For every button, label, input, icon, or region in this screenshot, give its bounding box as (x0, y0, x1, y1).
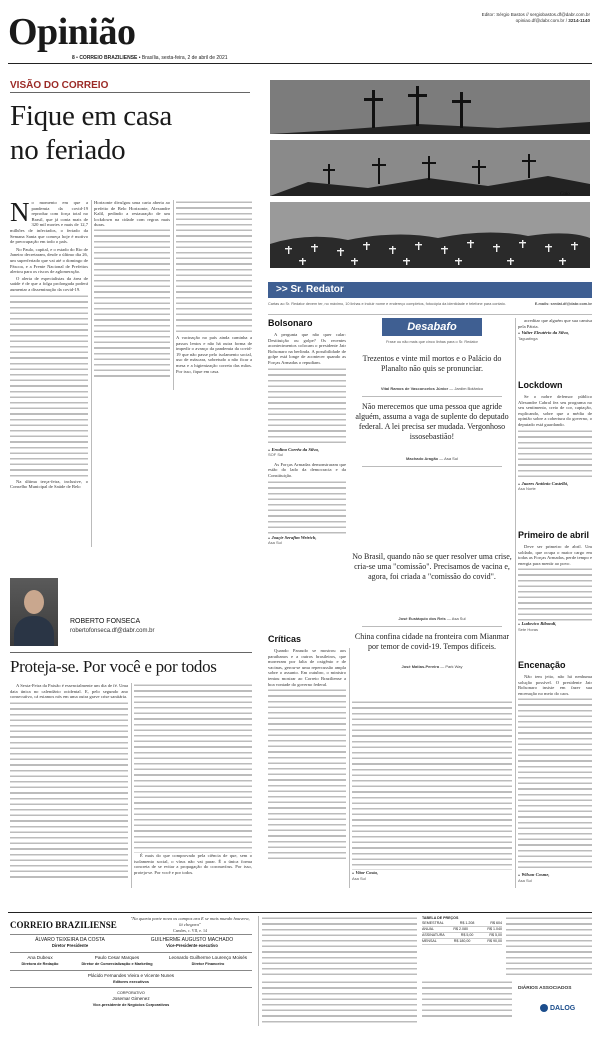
letter-criticas-place: Asa Sul (352, 875, 366, 881)
letter-bolsonaro-text: A pergunta que não quer calar: Destituição ou golpe? Os recentes acontecimentos colocam o presidente Jair Bolsonaro na berlinda. A possibilidade de golpe está longe de acontecer quando as Forças Armadas o repudiam. (268, 332, 346, 365)
cartoon-panel-2 (270, 140, 590, 196)
letter-bolsonaro (268, 332, 346, 627)
editor-label: Editor: (481, 12, 495, 17)
footer-motto-text: "Na quarta parte nova os campos ara E se mais mundo houvera, lá chegara" (130, 916, 250, 927)
dateline: Brasília, sexta-feira, 2 de abril de 2021 (141, 55, 228, 61)
letter-right-top-signature: » Valter Eleutério da Silva, (518, 330, 569, 336)
desabafo-subtitle: Frase ou não mais que cinco linhas para o Sr. Redator (386, 340, 478, 344)
price-cell: R$ 180,00 (453, 939, 471, 943)
sr-redator-note-text: Cartas ao Sr. Redator devem ter, no máximo, 10 linhas e incluir nome e endereço completos, fotocópia da identidade e telefone para contato. (268, 302, 506, 306)
footer-director-2-name: GUILHERME AUGUSTO MACHADO (150, 937, 234, 943)
letter-heading-bolsonaro: Bolsonaro (268, 318, 313, 328)
letter-criticas-body (268, 688, 346, 860)
col-divider (173, 200, 174, 390)
letter-bolsonaro-place-2: Asa Sul (268, 540, 282, 546)
letter-bolsonaro-signature-1: » Erodino Corrêa da Silva, (268, 446, 319, 452)
column-text-1: A Sexta-Feira da Paixão é essencialmente um dia de fé. Uma data única no calendário ocidental. E, pelo segundo ano consecutivo, cá estamos nós em uma outra grave crise sanitária. (10, 683, 128, 700)
column-text-2: É mais do que comprovado pela ciência de que, sem o isolamento social, o vírus não vai parar. É a única forma concreta de se evitar a propagação do coronavírus. Por isso, proteja-se. Por você e por todos. (134, 853, 252, 875)
footer-address-body (422, 980, 512, 1020)
paper-name: CORREIO BRAZILIENSE (79, 55, 138, 61)
letter-right-top-place: Taguatinga (518, 335, 538, 341)
editorial-lead: o momento em que a pandemia da covid-19 reproduz com força total no Brasil, que já conta mais de 320 mil mortes e mais de 12,7 milhões de infectados, o feriado da Semana Santa que começa hoje é motivo de preocupação em todo o país. (10, 200, 88, 245)
desabafo-author-1: Vital Ramos de Vasconcelos Júnior — Jardim Botânico (380, 386, 484, 391)
letter-heading-criticas: Críticas (268, 634, 302, 644)
desabafo-title: Desabafo (382, 318, 482, 336)
price-cell: R$ 1.040 (487, 927, 502, 931)
editorial-col-2-body (94, 228, 170, 378)
footer-staff-3-role: Diretor Financeiro (191, 962, 225, 966)
footer-divider (10, 952, 252, 953)
dalog-logo (540, 1004, 575, 1012)
footer-divider (10, 934, 252, 935)
column-col-2-body (134, 683, 252, 853)
letter-bolsonaro-body-2 (268, 480, 346, 535)
sr-redator-email[interactable]: E-mails: sredat.df@dabr.com.br (534, 302, 592, 306)
desabafo-author-1-place: Jardim Botânico (454, 386, 484, 391)
desabafo-quote-2: Não merecemos que uma pessoa que agride alguém, assuma a vaga de suplente do deputado federal. A lei precisa ser mudada. Vergonhoso issosebastião! (355, 402, 509, 441)
editor-name: Sérgio Bastos (496, 12, 525, 17)
column-rule (10, 652, 252, 653)
desabafo-author-2: Machado Aragão — Asa Sul (406, 456, 458, 461)
author-avatar (10, 578, 58, 646)
footer-staff-3 (164, 955, 252, 967)
letter-bolsonaro-text-2: As Forças Armadas demonstraram que estão do lado da democracia e da Constituição. (268, 461, 346, 478)
desabafo-author-2-place: Asa Sul (444, 456, 458, 461)
editorial-col-2 (94, 200, 170, 390)
letter-bolsonaro-body (268, 367, 346, 447)
sr-redator-note (268, 302, 592, 307)
editorial-col-3-text: A vacinação no país ainda caminha a passos lentos e não há outra forma de impedir o avanço da pandemia da covid-19 que não passe pelo isolamento social, uso de máscara, sobretudo a não ficar a mesa e a higienização correta das mãos. Por isso, fique em casa. (176, 335, 252, 374)
price-rows (422, 921, 502, 945)
footer-corp-name: Josemar Gimenez (112, 996, 150, 1001)
footer-staff-1-name: Ana Dubeux (27, 955, 53, 960)
footer-imprint (262, 916, 417, 976)
price-cell: R$ 5,00 (460, 933, 474, 937)
footer-staff-1 (10, 955, 70, 967)
col-divider (91, 200, 92, 547)
footer-imprint-body (262, 916, 417, 976)
col-divider (349, 648, 350, 888)
cartoon-panel-1 (270, 80, 590, 134)
editorial-col-3 (176, 200, 252, 390)
letter-heading-encenacao: Encenação (518, 660, 566, 670)
footer-corp-role: Vice-presidente de Negócios Corporativos (92, 1003, 170, 1007)
editorial-col-1-p2: No Paulo, capital, e o estado do Rio de Janeiro decretaram, desde o último dia 26, um superferiado que vai até o domingo de Páscoa, e a Frente Nacional de Prefeitos alertou para os riscos de aglomeração. (10, 246, 88, 275)
desabafo-author-4-place: Park Way (445, 664, 463, 669)
letter-primeiro-body (518, 567, 592, 621)
price-cell: R$ 1.208 (459, 921, 475, 925)
letter-encenacao-text: Não tem jeito, não há nenhuma solução possível. O presidente Jair Bolsonaro insiste em fazer sua encenação no meio do caos. (518, 674, 592, 696)
footer-director-2 (132, 937, 252, 949)
letter-bolsonaro-signature-2: » Joaçir Serafim Weirich, (268, 534, 317, 540)
desabafo-author-2-name: Machado Aragão (406, 456, 439, 461)
footer-director-1-name: ÁLVARO TEIXEIRA DA COSTA (35, 937, 105, 943)
letter-lockdown-signature: » Juares Antônio Castellá, (518, 480, 569, 486)
desabafo-author-4: José Matias-Pereira — Park Way (401, 664, 463, 669)
avatar-head (24, 590, 44, 614)
author-email[interactable]: robertofonseca.df@dabr.com.br (70, 628, 155, 634)
cartoon-drawing (268, 72, 592, 272)
section-title: Opinião (8, 11, 136, 53)
price-cell: SEMESTRAL (422, 921, 444, 925)
editorial-kicker: VISÃO DO CORREIO (10, 80, 109, 91)
column-title: Proteja-se. Por você e por todos (10, 657, 217, 676)
price-cell: R$ 5,00 (489, 933, 502, 937)
footer-info (506, 916, 592, 976)
footer-staff-2-role: Diretor de Comercialização e Marketing (81, 962, 153, 966)
editor-box: Editor: Sérgio Bastos // sergiobastos.df@dabr.com.br opiniao.df@dabr.com.br / 3214-1140 (481, 12, 590, 23)
desabafo-quote-3: No Brasil, quando não se quer resolver uma crise, cria-se uma "comissão". Precisamos de vacina e, agora, foi criada a "comissão do covid". (352, 552, 512, 581)
desabafo-divider (362, 466, 502, 467)
sr-redator-banner (268, 282, 592, 298)
footer-director-1 (10, 937, 130, 949)
footer-address (422, 980, 512, 1020)
letter-encenacao-body (518, 697, 592, 872)
editorial-col-1 (10, 197, 88, 547)
desabafo-quote-4: China confina cidade na fronteira com Mianmar por temor de covid-19. Tempos difíceis. (354, 632, 510, 651)
letter-lockdown-text: Se o nobre defensor público Alexandre Cabral fez seu programa no seu sentimento, creio de cor, captação, explicando, sobre que a média de opinião sobre a cobertura do governo, o deputado está guardando. (518, 394, 592, 427)
desabafo-box (352, 318, 512, 696)
editor-email-2[interactable]: opiniao.df@dabr.com.br (515, 18, 565, 23)
letter-primeiro (518, 544, 592, 654)
price-table-title: TABELA DE PREÇOS (422, 916, 459, 920)
desabafo-divider (362, 396, 502, 397)
letter-lockdown-body (518, 429, 592, 481)
cartoon-signature: Caio (560, 192, 570, 197)
letter-criticas-cont (352, 700, 512, 888)
dalog-logo-text: DALOG (549, 1004, 576, 1012)
footer-staff-2-name: Paulo Cesar Marques (94, 955, 140, 960)
cartoon-panel-3 (270, 202, 590, 268)
editorial-dropcap: N (10, 197, 30, 227)
footer-rule (8, 912, 592, 913)
price-cell: R$ 2.080 (453, 927, 468, 931)
letter-lockdown (518, 394, 592, 518)
cartoon (268, 72, 592, 272)
letter-primeiro-text: Deve ser primeiro de abril. Um soldado, que ocupa o maior cargo em todas as Forças Armadas, perde tempo e energia para mentir ao povo. (518, 544, 592, 566)
footer-divider (10, 970, 252, 971)
footer-staff-2 (72, 955, 162, 967)
footer-info-body (506, 916, 592, 976)
col-divider (515, 318, 516, 888)
desabafo-author-3-name: José Eustáquio dos Reis (398, 616, 446, 621)
price-cell: ASSINATURA (422, 933, 445, 937)
desabafo-divider (362, 626, 502, 627)
column-col-1-body (10, 701, 128, 881)
editorial-title (10, 99, 172, 167)
footer-editors-names: Plácido Fernandes Vieira e Vicente Nunes (87, 973, 175, 978)
sr-redator-rule (268, 314, 592, 315)
letter-right-top (518, 318, 592, 368)
footer-imprint-2 (262, 980, 417, 1024)
footer-imprint-body (262, 980, 417, 1024)
desabafo-author-3: José Eustáquio dos Reis — Asa Sul (398, 616, 466, 621)
desabafo-author-1-name: Vital Ramos de Vasconcelos Júnior (380, 386, 449, 391)
letter-primeiro-place: Sete Horas (518, 626, 539, 632)
letter-primeiro-signature: » Ludovico Ribondi, (518, 621, 557, 627)
letter-encenacao-place: Asa Sul (518, 877, 532, 883)
footer-motto (130, 916, 250, 934)
price-cell: R$ 604 (490, 921, 502, 925)
letter-criticas-text: Quando Paraudo se mostrou aos paraibanos e a outros brasileiros, que morreram por falta de oxigênio e de vacinas, gerou-se uma repercussão ampla sobre o assunto. Em outubro, o ministro tentou mostrar ao Correio Braziliense a boa vontade do governo federal. (268, 648, 346, 687)
footer-director-1-role: Diretor Presidente (51, 943, 89, 948)
editorial-title-line-2: no feriado (10, 134, 126, 166)
column-col-2 (134, 683, 252, 888)
editorial-col-3-body (176, 200, 252, 335)
col-divider (131, 683, 132, 888)
letter-heading-lockdown: Lockdown (518, 380, 563, 390)
footer-director-2-role: Vice-Presidente executivo (166, 943, 218, 948)
price-table (422, 916, 502, 945)
editorial-col-1-p3: O alerta de especialistas da área de saúde é de que a folga prolongada poderá aumentar a disseminação da covid-19. (10, 275, 88, 292)
letter-heading-primeiro: Primeiro de abril (518, 530, 590, 540)
letter-encenacao-signature: » Wilson Cosme, (518, 872, 550, 878)
footer-staff-3-name: Leonardo Guilherme Lourenço Moisés (168, 955, 248, 960)
footer-editors (10, 973, 252, 985)
desabafo-author-4-name: José Matias-Pereira (401, 664, 440, 669)
page-number: 8 (72, 55, 75, 61)
letter-lockdown-place: Asa Norte (518, 486, 536, 492)
letter-encenacao (518, 674, 592, 888)
author-name: ROBERTO FONSECA (70, 618, 141, 625)
desabafo-author-3-place: Asa Sul (451, 616, 466, 621)
avatar-body (14, 616, 54, 646)
dalog-icon (540, 1004, 548, 1012)
footer-editors-role: Editores executivos (113, 980, 149, 984)
header-rule (8, 63, 592, 64)
col-divider (258, 916, 259, 1026)
letter-criticas-signature: » Vitor Costa, (352, 870, 378, 875)
letter-criticas-cont-body (352, 700, 512, 870)
price-row (422, 939, 502, 945)
price-cell: MENSAL (422, 939, 437, 943)
price-cell: ANUAL (422, 927, 434, 931)
footer-staff-1-role: Diretora de Redação (21, 962, 59, 966)
footer-divider (10, 987, 252, 988)
editorial-col-1-body (10, 294, 88, 479)
editor-phone: 3214-1140 (568, 18, 590, 23)
dateline-bar: 8 • CORREIO BRAZILIENSE • Brasília, sexta-feira, 2 de abril de 2021 (72, 55, 228, 61)
footer-corporate (10, 990, 252, 1008)
kicker-rule (10, 92, 250, 93)
editorial-col-1-end: Na última terça-feira, inclusive, o Conselho Municipal de Saúde de Belo (10, 478, 88, 490)
editor-email[interactable]: sergiobastos.df@dabr.com.br (529, 12, 590, 17)
sr-redator-title: >> Sr. Redator (276, 284, 344, 295)
footer-corp-label: CORPORATIVO (117, 991, 145, 995)
column-col-1 (10, 683, 128, 888)
footer-masthead: CORREIO BRAZILIENSE (10, 920, 117, 930)
desabafo-quote-1: Trezentos e vinte mil mortos e o Palácio do Planalto não quis se pronunciar. (362, 354, 502, 373)
editorial-title-line-1: Fique em casa (10, 100, 172, 132)
editorial-col-2-text: Horizonte divulgou uma carta aberta ao prefeito de Belo Horizonte, Alexandre Kalil, pedindo a restauração de um lockdown na cidade com regras mais duras. (94, 200, 170, 228)
letter-criticas (268, 648, 346, 888)
letter-bolsonaro-place-1: SOF Sul (268, 452, 284, 458)
associates-logo: DIÁRIOS ASSOCIADOS (518, 986, 572, 991)
price-cell: R$ 90,00 (487, 939, 502, 943)
letter-right-top-text: acreditar que alguém que sua camisa pela Pátria. (518, 318, 592, 329)
footer-motto-source: Camões, c. VII, e. 14 (173, 928, 207, 933)
